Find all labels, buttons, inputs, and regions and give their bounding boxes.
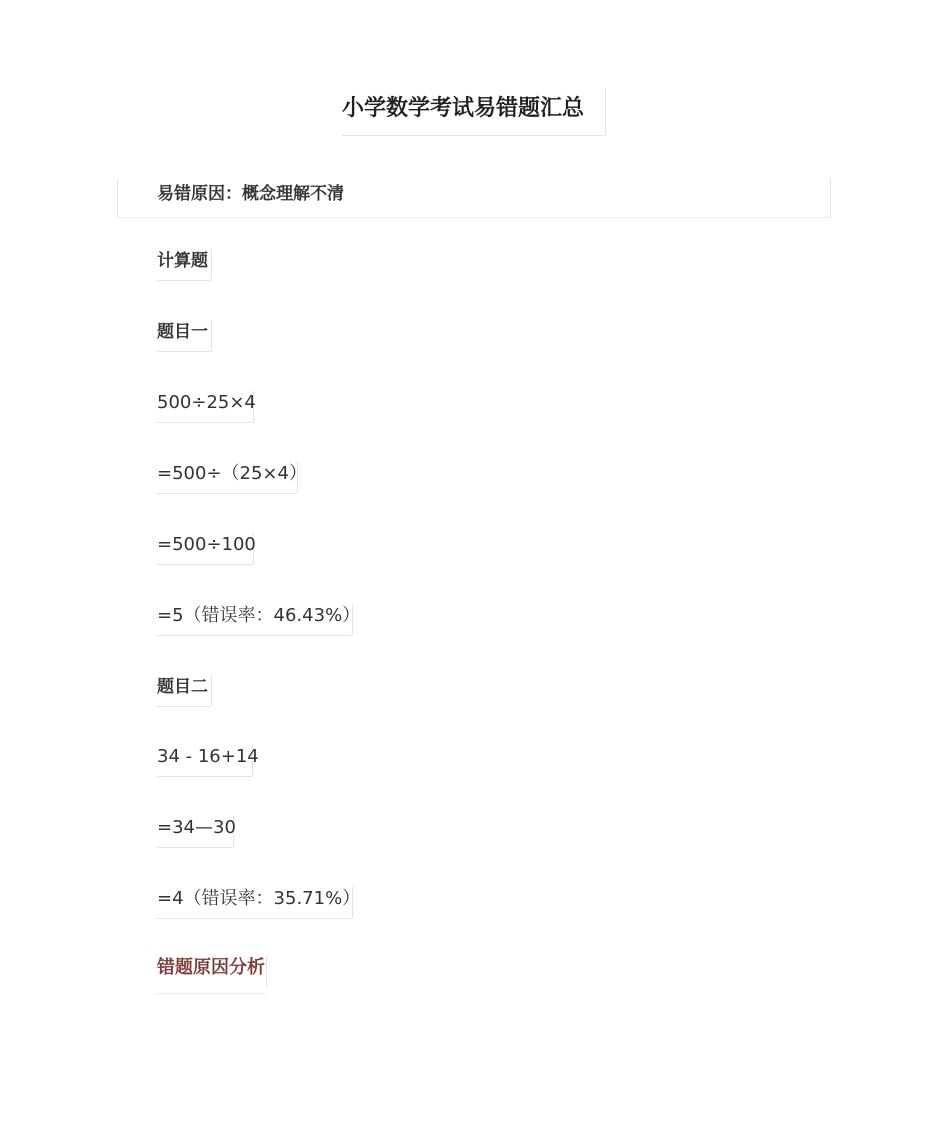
- section-heading: 易错原因：概念理解不清: [157, 184, 344, 204]
- document-title: 小学数学考试易错题汇总: [342, 88, 606, 136]
- analysis-underline: [156, 993, 266, 994]
- problem-1-line-3: =500÷100: [156, 533, 254, 565]
- problem-1-line-1: 500÷25×4: [156, 391, 254, 423]
- problem-1-line-2: =500÷（25×4）: [156, 462, 298, 494]
- problem-2-line-3: =4（错误率：35.71%）: [156, 887, 353, 919]
- problem-2-line-1: 34 - 16+14: [156, 745, 253, 777]
- analysis-heading-text: 错题原因分析: [157, 957, 265, 978]
- analysis-heading: [156, 956, 267, 988]
- problem-2-line-2: =34—30: [156, 816, 234, 848]
- problem-2-heading: 题目二: [156, 675, 212, 707]
- problem-1-line-4: =5（错误率：46.43%）: [156, 604, 353, 636]
- category-heading: 计算题: [156, 249, 212, 281]
- problem-1-heading: 题目一: [156, 320, 212, 352]
